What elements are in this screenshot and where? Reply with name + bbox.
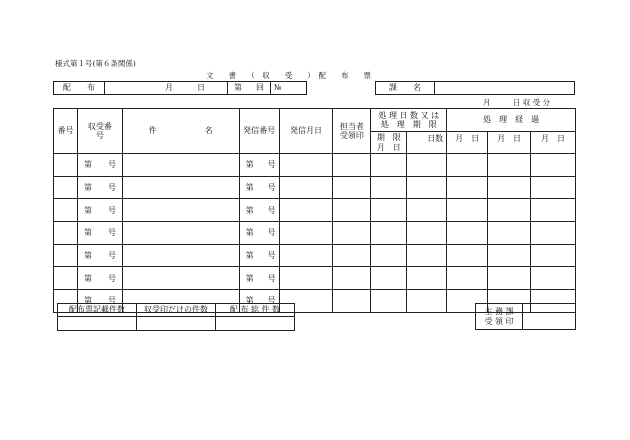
table-cell xyxy=(447,199,488,222)
table-cell xyxy=(531,244,576,267)
summary-value-listed xyxy=(58,317,137,331)
dai-label: 第 xyxy=(234,83,242,93)
receipt-no-cell xyxy=(77,222,122,245)
sub-md-2: 月 日 xyxy=(488,132,531,154)
send-no-cell xyxy=(239,267,279,290)
header-person-line1: 担当者 xyxy=(339,121,364,131)
dai-text: 第 xyxy=(245,251,254,260)
summary-header-stamp-only: 収受印だけの件数 xyxy=(137,304,216,317)
sub-deadline-line2: 月 日 xyxy=(376,142,401,152)
dai-text: 第 xyxy=(245,205,254,215)
dai-text: 第 xyxy=(83,182,92,192)
send-no-cell xyxy=(239,244,279,267)
table-cell xyxy=(333,290,371,313)
table-cell xyxy=(333,222,371,245)
main-table xyxy=(53,108,576,313)
stamp-box-value xyxy=(523,304,576,330)
form-label: 様式第１号(第６条関係) xyxy=(55,59,136,68)
table-cell xyxy=(531,222,576,245)
section-label: 課 名 xyxy=(376,82,435,95)
table-cell xyxy=(371,244,407,267)
summary-header-listed: 配布票記載件数 xyxy=(58,304,137,317)
table-cell xyxy=(488,199,531,222)
stamp-box-line1: 主 務 課 xyxy=(484,307,514,317)
stamp-box xyxy=(475,303,576,330)
go-text: 号 xyxy=(267,205,276,215)
header-deadline xyxy=(371,109,447,132)
table-cell xyxy=(279,222,333,245)
dai-text: 第 xyxy=(83,228,92,238)
header-receipt-no-line1: 収受番 xyxy=(87,121,112,131)
table-cell xyxy=(279,154,333,177)
dai-text: 第 xyxy=(83,160,92,170)
table-cell xyxy=(54,199,78,222)
receipt-no-cell xyxy=(77,176,122,199)
summary-header-total: 配 布 総 件 数 xyxy=(216,304,295,317)
send-no-cell xyxy=(239,222,279,245)
table-row xyxy=(54,222,576,245)
send-no-cell xyxy=(239,176,279,199)
header-deadline-line2: 処 理 期 限 xyxy=(380,120,437,129)
table-cell xyxy=(54,267,78,290)
table-cell xyxy=(531,267,576,290)
dai-text: 第 xyxy=(245,160,254,170)
table-cell xyxy=(447,267,488,290)
go-text: 号 xyxy=(107,182,116,192)
table-cell xyxy=(447,244,488,267)
table-cell xyxy=(531,154,576,177)
summary-table xyxy=(57,303,295,331)
distribution-row xyxy=(53,81,307,95)
round-cell xyxy=(228,82,271,95)
send-no-cell xyxy=(239,199,279,222)
date-cell xyxy=(105,82,228,95)
table-cell xyxy=(407,222,447,245)
table-cell xyxy=(122,176,239,199)
go-text: 号 xyxy=(267,182,276,192)
go-text: 号 xyxy=(267,251,276,260)
day-label: 日 xyxy=(197,83,205,93)
go-text: 号 xyxy=(107,296,116,306)
table-cell xyxy=(333,176,371,199)
go-text: 号 xyxy=(107,205,116,215)
table-cell xyxy=(531,199,576,222)
page-title: 文 書 （ 収 受 ） 配 布 票 xyxy=(206,71,371,80)
table-cell xyxy=(333,244,371,267)
kai-label: 回 xyxy=(256,83,264,93)
table-cell xyxy=(54,222,78,245)
table-cell xyxy=(333,267,371,290)
dai-text: 第 xyxy=(83,251,92,260)
header-send-no: 発信番号 xyxy=(239,109,279,154)
header-person-line2: 受領印 xyxy=(339,131,364,140)
table-cell xyxy=(447,154,488,177)
dai-text: 第 xyxy=(245,182,254,192)
table-cell xyxy=(407,267,447,290)
section-value xyxy=(435,82,575,95)
table-cell xyxy=(488,154,531,177)
table-body xyxy=(54,154,576,313)
table-cell xyxy=(447,176,488,199)
dai-text: 第 xyxy=(245,273,254,283)
table-cell xyxy=(279,244,333,267)
go-text: 号 xyxy=(107,273,116,283)
receipt-no-cell xyxy=(77,154,122,177)
table-cell xyxy=(279,199,333,222)
dai-text: 第 xyxy=(83,205,92,215)
table-cell xyxy=(54,176,78,199)
table-row xyxy=(54,154,576,177)
sub-md-1: 月 日 xyxy=(447,132,488,154)
table-cell xyxy=(122,267,239,290)
table-cell xyxy=(407,154,447,177)
table-cell xyxy=(279,176,333,199)
go-text: 号 xyxy=(267,160,276,170)
stamp-box-line2: 受 領 印 xyxy=(484,316,514,326)
go-text: 号 xyxy=(107,160,116,170)
table-cell xyxy=(371,222,407,245)
go-text: 号 xyxy=(107,228,116,238)
table-cell xyxy=(371,154,407,177)
sub-days: 日数 xyxy=(407,132,447,154)
month-label: 月 xyxy=(165,83,173,93)
go-text: 号 xyxy=(267,273,276,283)
table-cell xyxy=(488,222,531,245)
summary-value-stamp-only xyxy=(137,317,216,331)
dai-text: 第 xyxy=(83,296,92,306)
table-cell xyxy=(54,154,78,177)
table-cell xyxy=(122,154,239,177)
go-text: 号 xyxy=(267,296,276,306)
table-row xyxy=(54,176,576,199)
received-stamp-label: 月 日 収 受 分 xyxy=(483,98,551,107)
number-label: № xyxy=(274,83,282,93)
dai-text: 第 xyxy=(245,228,254,238)
table-cell xyxy=(371,290,407,313)
receipt-no-cell xyxy=(77,199,122,222)
table-cell xyxy=(54,244,78,267)
table-cell xyxy=(371,267,407,290)
table-row xyxy=(54,267,576,290)
header-receipt-no-line2: 号 xyxy=(95,131,104,140)
table-cell xyxy=(371,199,407,222)
table-cell xyxy=(333,199,371,222)
header-send-date: 発信月日 xyxy=(279,109,333,154)
header-subject: 件 名 xyxy=(122,109,239,154)
table-cell xyxy=(122,244,239,267)
table-cell xyxy=(122,222,239,245)
table-cell xyxy=(447,222,488,245)
stamp-box-label xyxy=(476,304,523,330)
header-receipt-no xyxy=(77,109,122,154)
header-number: 番号 xyxy=(54,109,78,154)
table-cell xyxy=(407,199,447,222)
table-cell xyxy=(279,267,333,290)
receipt-no-cell xyxy=(77,267,122,290)
haifu-label: 配 布 xyxy=(54,82,105,95)
send-no-cell xyxy=(239,154,279,177)
table-cell xyxy=(407,244,447,267)
table-cell xyxy=(122,199,239,222)
go-text: 号 xyxy=(107,251,116,260)
table-cell xyxy=(333,154,371,177)
table-cell xyxy=(531,176,576,199)
table-row xyxy=(54,199,576,222)
table-cell xyxy=(371,176,407,199)
go-text: 号 xyxy=(267,228,276,238)
dai-text: 第 xyxy=(245,296,254,306)
section-box xyxy=(375,81,575,95)
table-row xyxy=(54,244,576,267)
receipt-no-cell xyxy=(77,244,122,267)
table-cell xyxy=(488,244,531,267)
sub-deadline-line1: 期 限 xyxy=(376,133,401,143)
sub-md-3: 月 日 xyxy=(531,132,576,154)
header-person xyxy=(333,109,371,154)
summary-value-total xyxy=(216,317,295,331)
table-cell xyxy=(488,267,531,290)
number-cell xyxy=(271,82,307,95)
dai-text: 第 xyxy=(83,273,92,283)
header-deadline-line1: 処 理 日 数 又 は xyxy=(378,110,440,120)
table-cell xyxy=(488,176,531,199)
table-cell xyxy=(407,176,447,199)
table-cell xyxy=(407,290,447,313)
sub-deadline-date xyxy=(371,132,407,154)
header-progress: 処 理 経 過 xyxy=(447,109,576,132)
